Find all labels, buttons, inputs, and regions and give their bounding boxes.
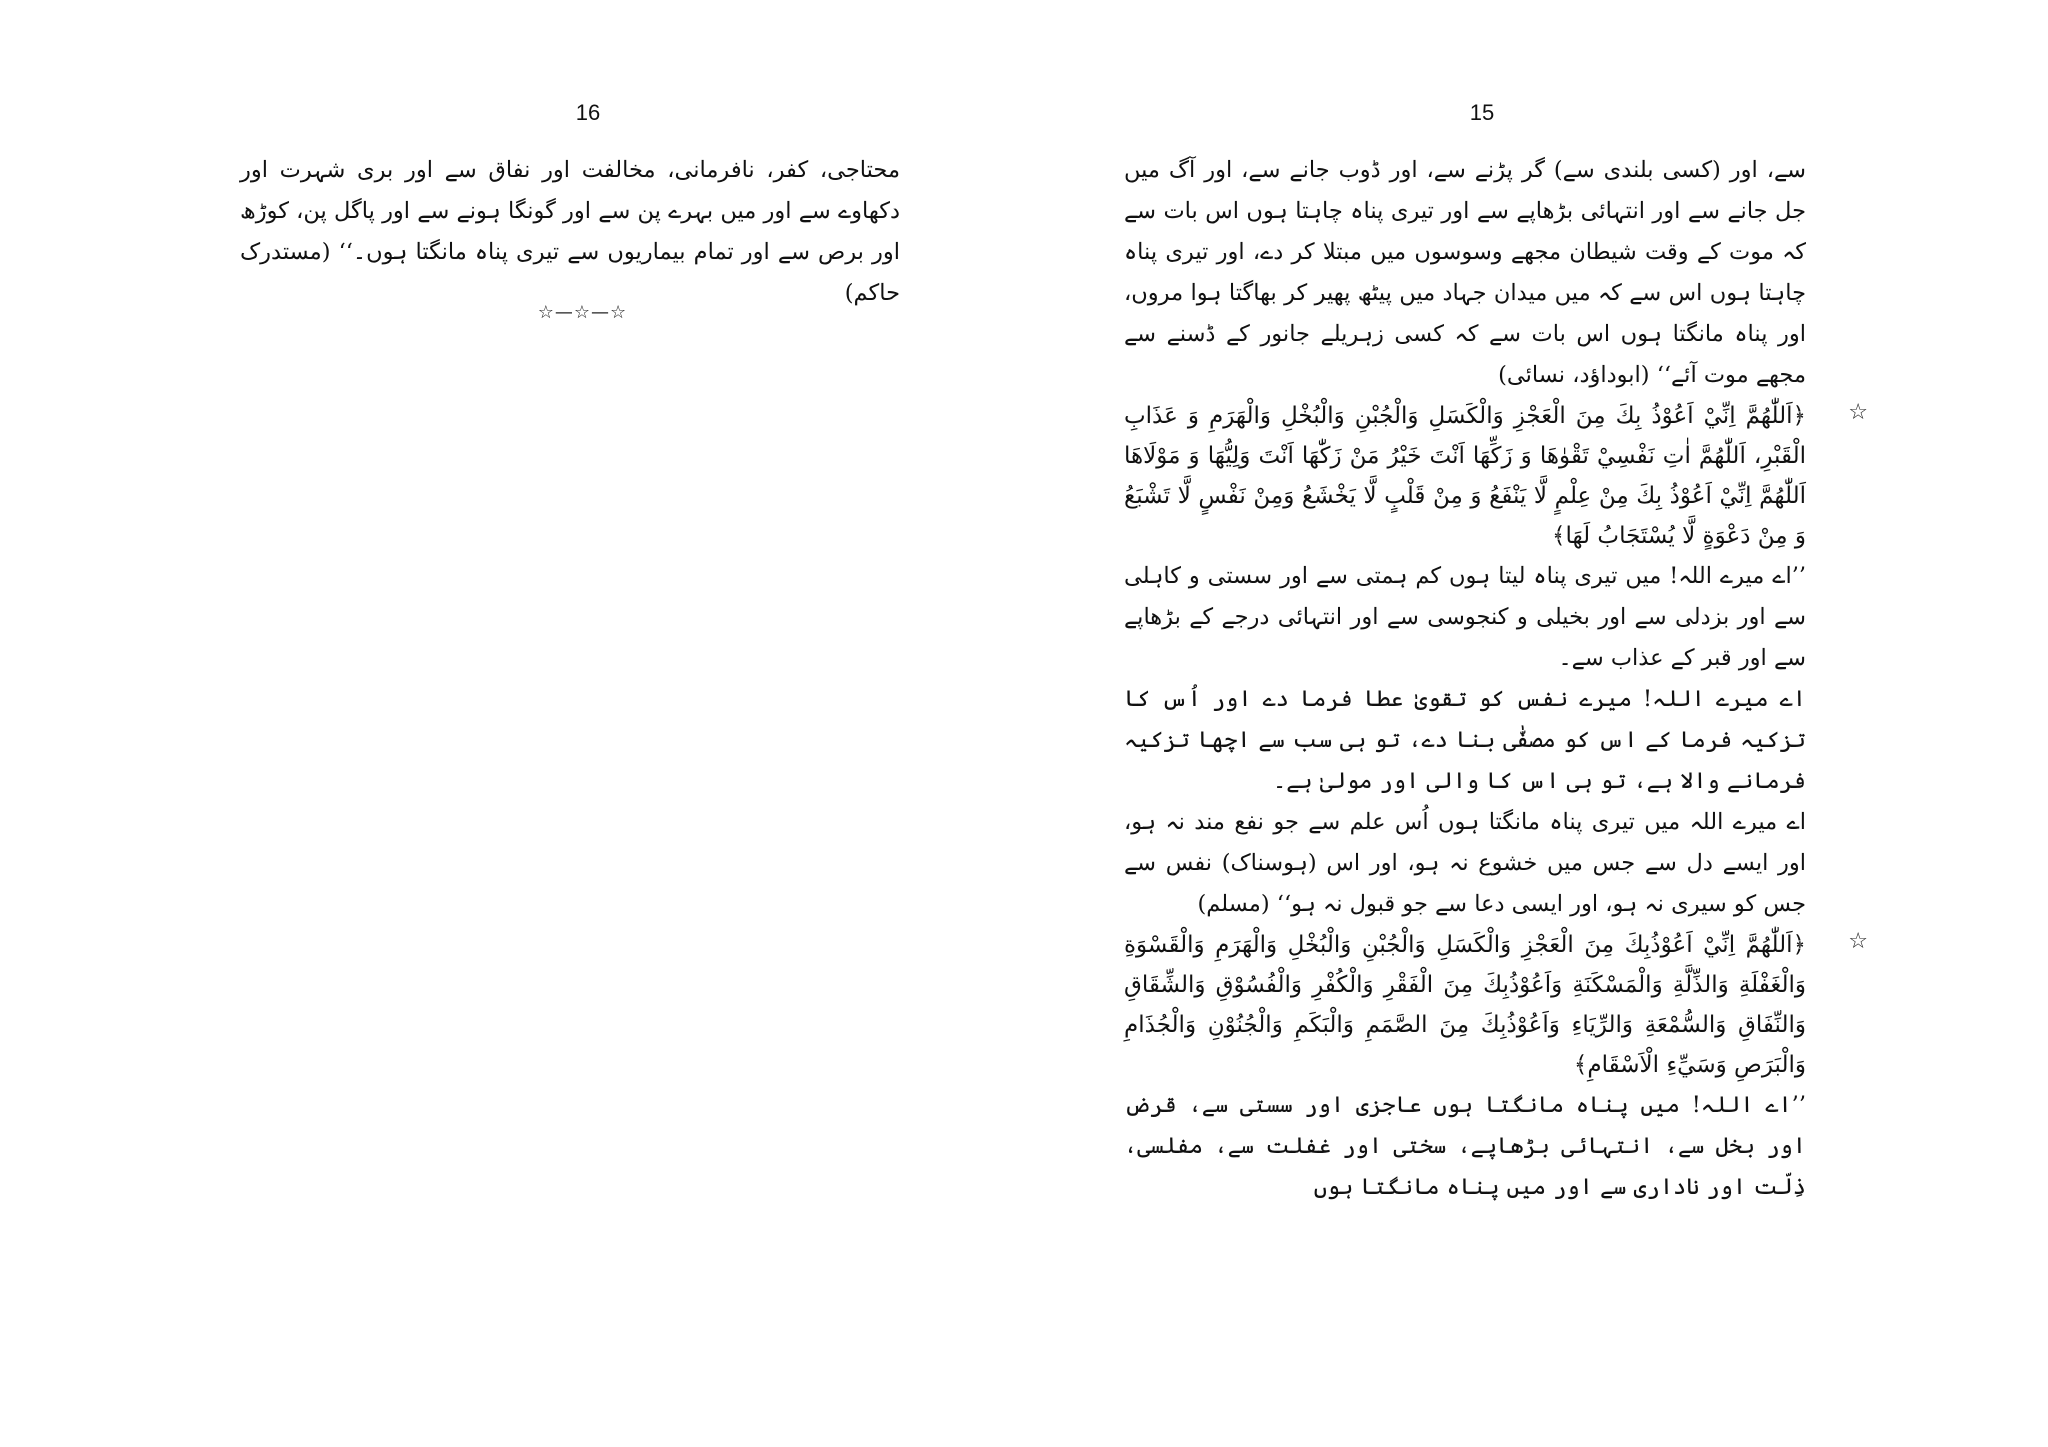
star-bullet-icon: ☆ [1848,929,1868,954]
paragraph: سے، اور (کسی بلندی سے) گر پڑنے سے، اور ڈوب جانے سے، اور آگ میں جل جانے سے اور انتہائی بڑھاپے سے اور تیری پناہ چاہتا ہوں اس بات سے کہ موت کے وقت شیطان مجھے وسوسوں میں مبتلا کر دے، اور تیری پناہ چاہتا ہوں اس سے کہ میں میدان جہاد میں پیٹھ پھیر کر بھاگتا ہوا مروں، اور پناہ مانگتا ہوں اس بات سے کہ کسی زہریلے جانور کے ڈسنے سے مجھے موت آئے‘‘ (ابوداؤد، نسائی) [1124,157,1806,388]
dua-block [1124,925,1868,1085]
page-text [1124,150,1868,1208]
translation-paragraph: اے میرے اللہ! میرے نفس کو تقویٰ عطا فرما دے اور اُس کا تزکیہ فرما کے اس کو مصفّٰی بنا دے، تو ہی سب سے اچھا تزکیہ فرمانے والا ہے، تو ہی اس کا والی اور مولیٰ ہے۔ [1124,686,1806,794]
section-separator: ☆—☆—☆ [537,302,628,323]
translation-paragraph: ’’اے میرے اللہ! میں تیری پناہ لیتا ہوں کم ہمتی سے اور سستی و کاہلی سے اور بزدلی سے اور بخیلی و کنجوسی سے اور انتہائی درجے کے بڑھاپے سے اور قبر کے عذاب سے۔ [1124,563,1806,671]
arabic-dua: ﴿اَللّٰهُمَّ اِنِّيْ اَعُوْذُ بِكَ مِنَ الْعَجْزِ وَالْكَسَلِ وَالْجُبْنِ وَالْبُخْلِ وَالْهَرَمِ وَ عَذَابِ الْقَبْرِ، اَللّٰهُمَّ اٰتِ نَفْسِيْ تَقْوٰهَا وَ زَكِّهَا اَنْتَ خَيْرُ مَنْ زَكّٰهَا اَنْتَ وَلِيُّهَا وَ مَوْلَاهَا اَللّٰهُمَّ اِنِّيْ اَعُوْذُ بِكَ مِنْ عِلْمٍ لَّا يَنْفَعُ وَ مِنْ قَلْبٍ لَّا يَخْشَعُ وَمِنْ نَفْسٍ لَّا تَشْبَعُ وَ مِنْ دَعْوَةٍ لَّا يُسْتَجَابُ لَهَا﴾ [1124,403,1806,549]
star-bullet-icon: ☆ [1848,400,1868,425]
arabic-dua: ﴿اَللّٰهُمَّ اِنِّيْ اَعُوْذُبِكَ مِنَ الْعَجْزِ وَالْكَسَلِ وَالْجُبْنِ وَالْبُخْلِ وَالْهَرَمِ وَالْقَسْوَةِ وَالْغَفْلَةِ وَالذِّلَّةِ وَالْمَسْكَنَةِ وَاَعُوْذُبِكَ مِنَ الْفَقْرِ وَالْكُفْرِ وَالْفُسُوْقِ وَالشِّقَاقِ وَالنِّفَاقِ وَالسُّمْعَةِ وَالرِّيَاءِ وَاَعُوْذُبِكَ مِنَ الصَّمَمِ وَالْبَكَمِ وَالْجُنُوْنِ وَالْجُذَامِ وَالْبَرَصِ وَسَيِّءِ الْاَسْقَامِ﴾ [1124,932,1806,1078]
right-page [1024,0,2048,1447]
page-text [240,150,900,314]
translation-paragraph: اے میرے اللہ میں تیری پناہ مانگتا ہوں اُس علم سے جو نفع مند نہ ہو، اور ایسے دل سے جس میں خشوع نہ ہو، اور اس (ہوسناک) نفس سے جس کو سیری نہ ہو، اور ایسی دعا سے جو قبول نہ ہو‘‘ (مسلم) [1124,809,1806,917]
page-number: 16 [575,100,601,125]
page-number: 15 [1469,100,1495,125]
dua-block [1124,396,1868,556]
translation-paragraph: ’’اے اللہ! میں پناہ مانگتا ہوں عاجزی اور سستی سے، قرض اور بخل سے، انتہائی بڑھاپے، سختی اور غفلت سے، مفلسی، ذِلّت اور ناداری سے اور میں پناہ مانگتا ہوں [1124,1092,1806,1200]
paragraph: محتاجی، کفر، نافرمانی، مخالفت اور نفاق سے اور بری شہرت اور دکھاوے سے اور میں بہرے پن سے اور گونگا ہونے سے اور پاگل پن، کوڑھ اور برص سے اور تمام بیماریوں سے تیری پناہ مانگتا ہوں۔‘‘ (مستدرک حاکم) [240,157,900,306]
